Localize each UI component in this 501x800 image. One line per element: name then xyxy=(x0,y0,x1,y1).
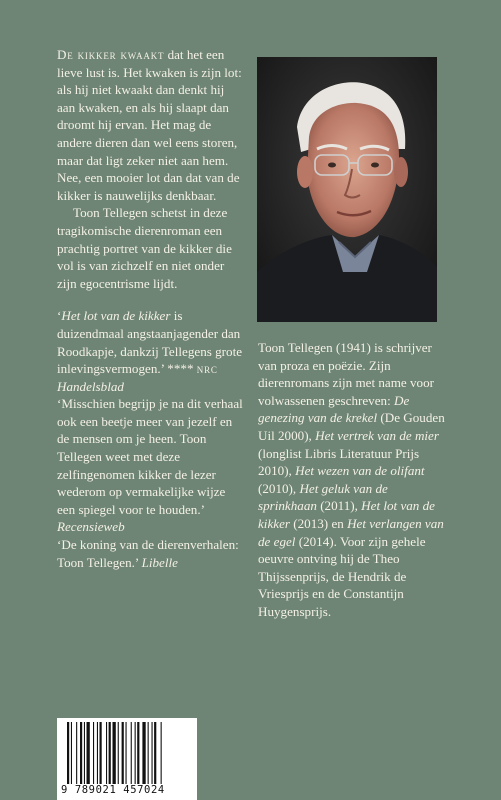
barcode-bar xyxy=(71,722,72,784)
barcode-bar xyxy=(80,722,82,784)
barcode-bar xyxy=(106,722,107,784)
quote-source-prefix: nrc xyxy=(196,361,218,377)
blurb-paragraph-1-text: dat het een lieve lust is. Het kwaken is zijn lot: als hij niet kwaakt dan denkt hij aan kwaken, en als hij slaapt dan droomt hij ervan. Het mag de andere dieren dan wel eens storen, maar dat ligt zeker niet aan hem. Nee, een mooier lot dan dat van de kikker is nauwelijks denkbaar. xyxy=(57,47,242,203)
barcode-bar xyxy=(161,722,162,784)
quote-text: ‘De koning van de dierenverhalen: Toon Tellegen.’ xyxy=(57,537,239,570)
barcode-bar xyxy=(67,722,69,784)
isbn-number: 9 789021 457024 xyxy=(61,784,165,796)
author-portrait-icon xyxy=(257,57,437,322)
bio-book-title: De genezing van de krekel xyxy=(258,392,410,426)
blurb-paragraph-1 xyxy=(57,46,245,204)
blurb-paragraph-2: Toon Tellegen schetst in deze tragikomische dierenroman een prachtig portret van de kikker die vol is van zichzelf en niet onder zijn egocentrisme lijdt. xyxy=(57,205,232,291)
quote-source: Recensieweb xyxy=(57,519,125,535)
isbn-barcode xyxy=(57,718,197,800)
blurb-column xyxy=(57,46,245,571)
bio-book-title: Het geluk van de sprinkhaan xyxy=(258,480,388,514)
barcode-icon xyxy=(67,722,187,784)
barcode-bar xyxy=(97,722,98,784)
quote-text: ‘Misschien begrijp je na dit verhaal ook een beetje meer van jezelf en de mensen om je heen. Toon Tellegen weet met deze zelfingenomen kikker de lezer wederom op vermakelijke wijze een spiegel voor te houden.’ xyxy=(57,396,243,517)
quote-source: Libelle xyxy=(141,554,178,570)
barcode-bar xyxy=(118,722,119,784)
review-quote-libelle xyxy=(57,536,245,571)
quote-source: Handelsblad xyxy=(57,378,124,394)
barcode-bar xyxy=(137,722,139,784)
barcode-bar xyxy=(87,722,90,784)
barcode-bar xyxy=(131,722,132,784)
bio-text: (2010), xyxy=(258,480,300,496)
barcode-bar xyxy=(152,722,153,784)
bio-text: Toon Tellegen (1941) is schrijver van proza en poëzie. Zijn dierenromans zijn met name voor volwassenen geschreven: xyxy=(258,340,434,408)
barcode-bar xyxy=(84,722,85,784)
review-quote-recensieweb xyxy=(57,395,245,536)
author-bio-text xyxy=(258,339,448,621)
bio-book-title: Het vertrek van de mier xyxy=(315,427,439,443)
author-bio xyxy=(258,339,448,621)
bio-text: (2014). Voor zijn gehele oeuvre ontving hij de Theo Thijssenprijs, de Hendrik de Vriesprijs en de Constantijn Huygensprijs. xyxy=(258,533,426,619)
review-quote-nrc xyxy=(57,307,245,395)
barcode-bar xyxy=(93,722,94,784)
bio-book-title: Het wezen van de olifant xyxy=(295,463,425,479)
barcode-bar xyxy=(148,722,149,784)
quote-open-mark: ‘ xyxy=(57,308,62,324)
barcode-bar xyxy=(122,722,124,784)
bio-text: (2013) en xyxy=(289,515,348,531)
quote-book-title: Het lot van de kikker xyxy=(61,308,171,324)
barcode-bar xyxy=(100,722,102,784)
barcode-bar xyxy=(76,722,77,784)
bio-text: (De Gouden Uil 2000), xyxy=(258,410,445,443)
bio-book-title: Het lot van de kikker xyxy=(258,498,435,531)
review-quotes xyxy=(57,307,245,571)
author-portrait-photo xyxy=(257,57,437,322)
bio-book-title: Het verlangen van de egel xyxy=(258,515,444,549)
blurb-lead-in: De kikker kwaakt xyxy=(57,47,165,62)
bio-text: (longlist Libris Literatuur Prijs 2010), xyxy=(258,445,420,479)
quote-text: is duizendmaal angstaanjagender dan Roodkapje, dankzij Tellegens grote inlevingsvermogen.’ **** xyxy=(57,308,243,377)
barcode-bar xyxy=(142,722,145,784)
barcode-bar xyxy=(109,722,111,784)
barcode-bar xyxy=(135,722,136,784)
barcode-bar xyxy=(126,722,127,784)
bio-text: (2011), xyxy=(316,498,362,514)
barcode-bar xyxy=(113,722,116,784)
barcode-bar xyxy=(154,722,156,784)
